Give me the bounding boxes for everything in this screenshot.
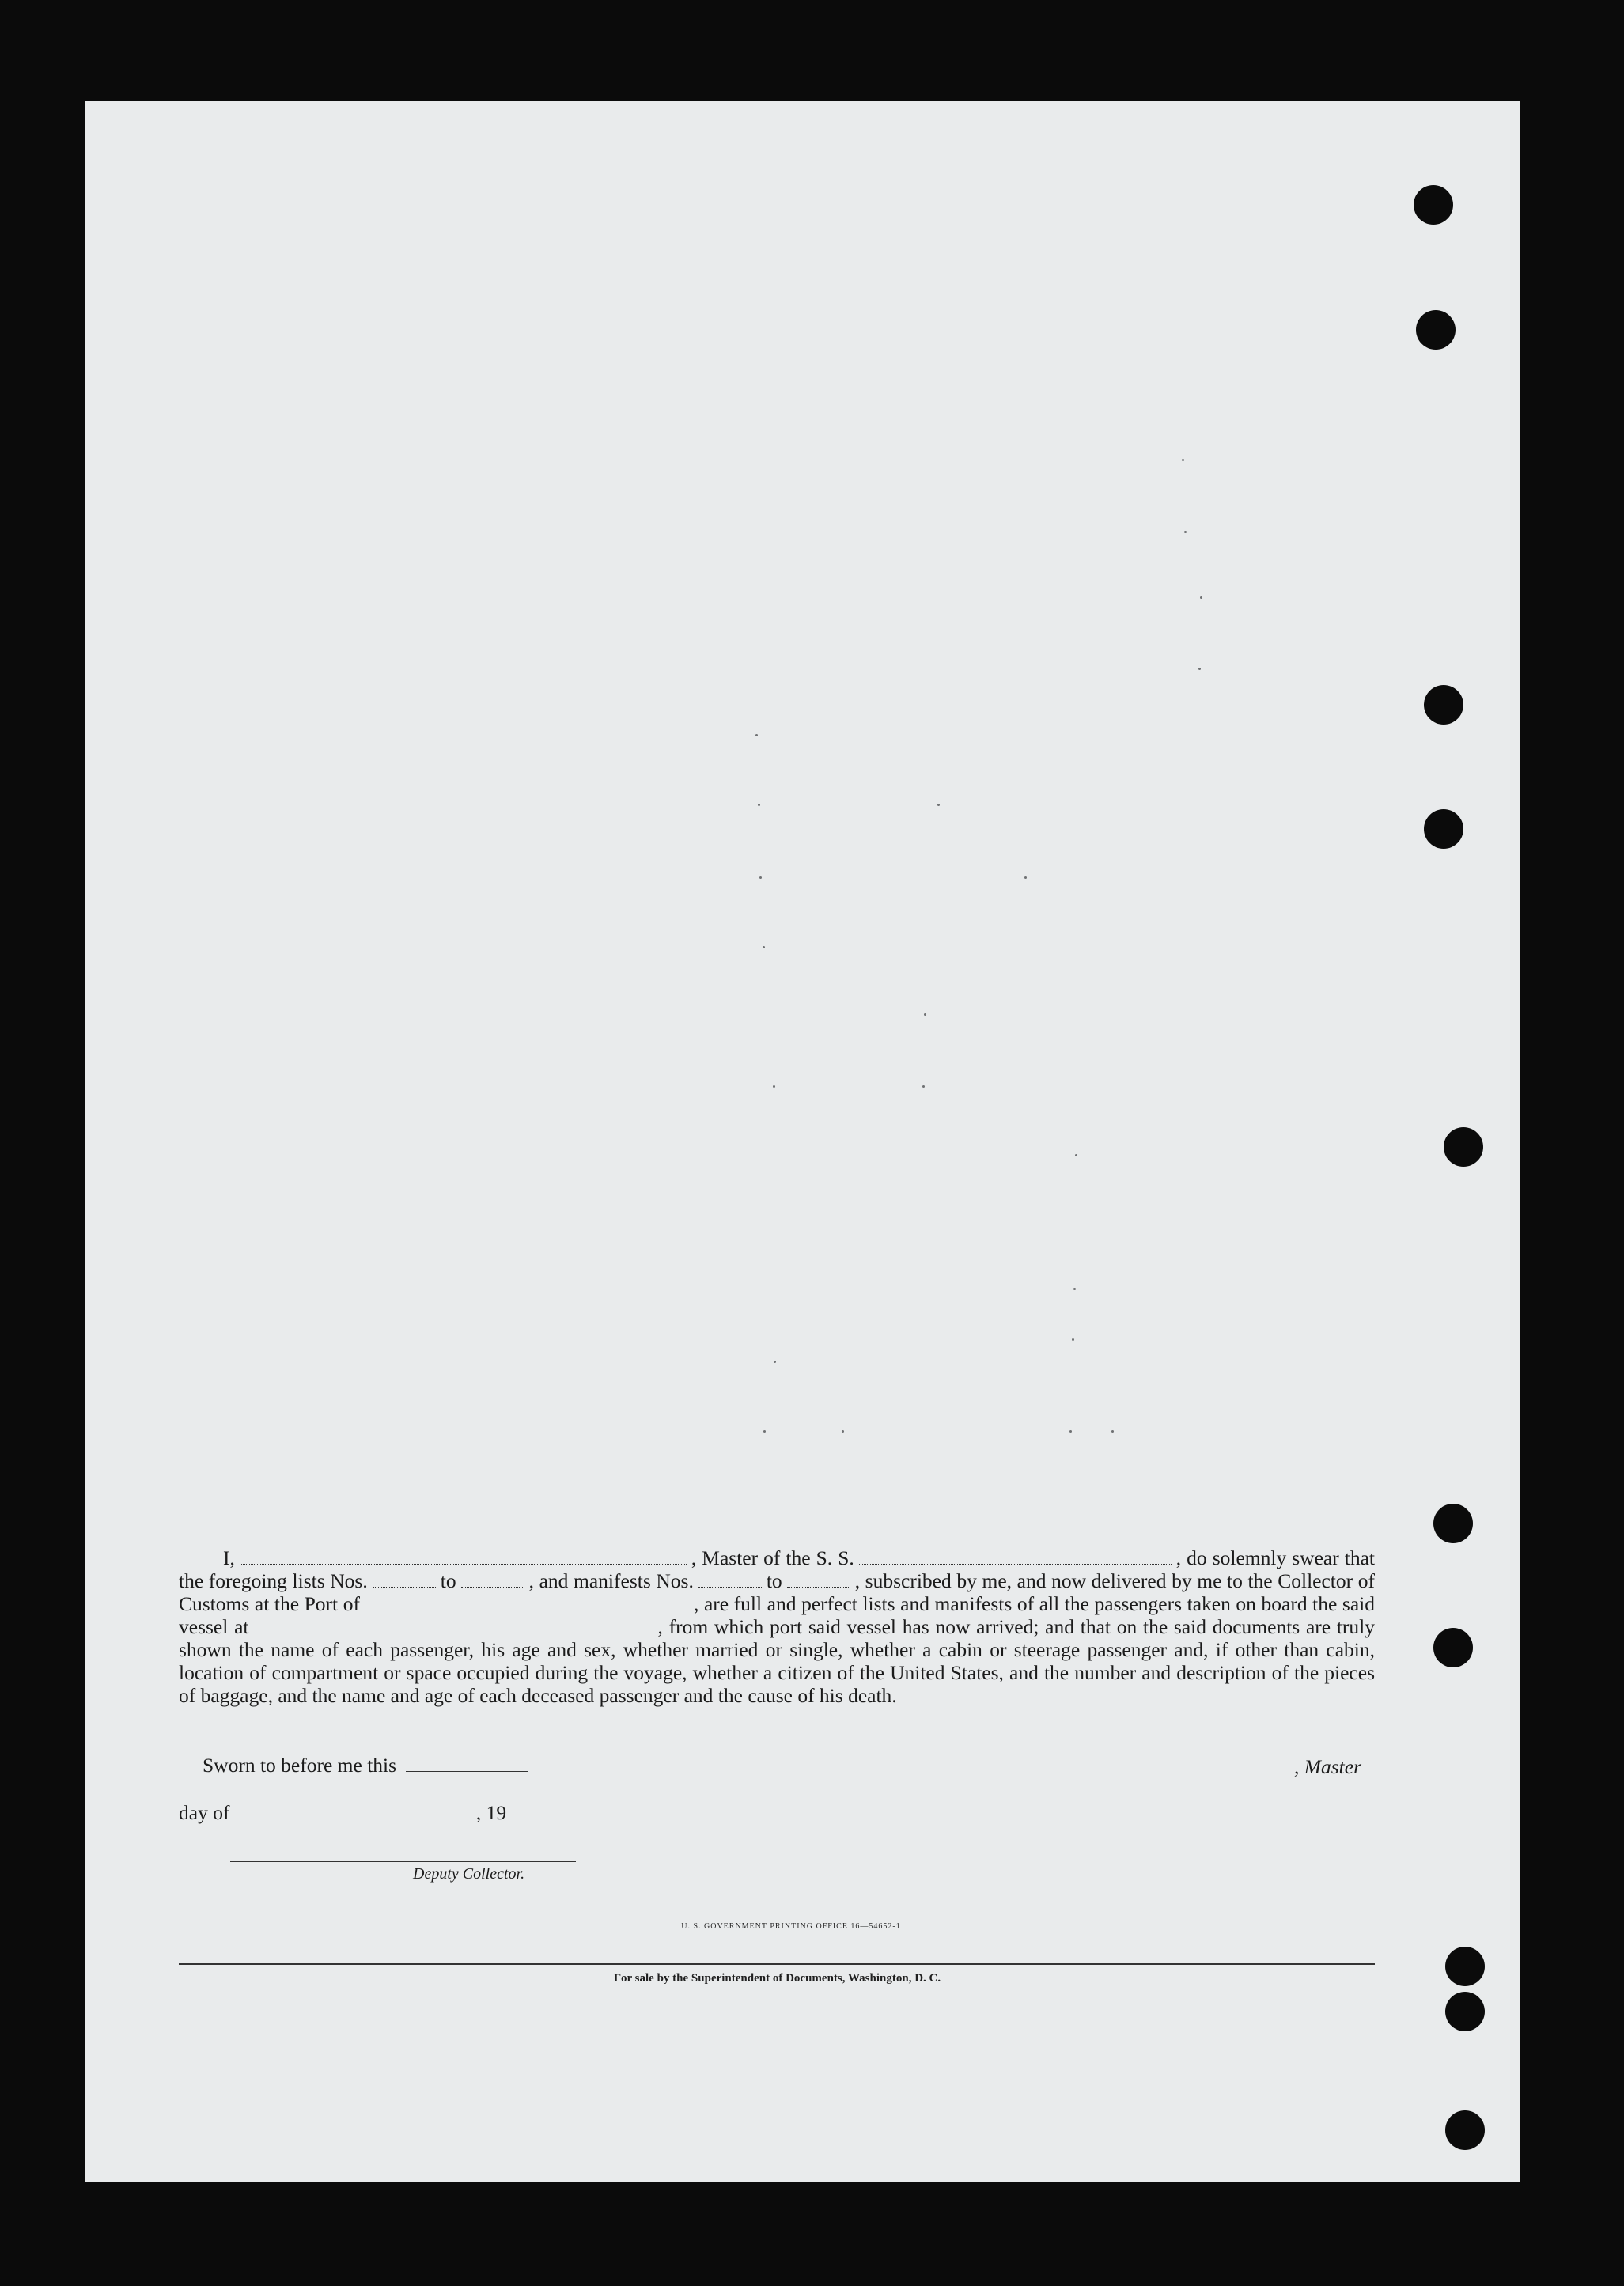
master-label: , Master xyxy=(1294,1755,1361,1778)
speck xyxy=(1075,1154,1077,1156)
speck xyxy=(1111,1430,1114,1433)
sworn-label: Sworn to before me this xyxy=(203,1754,397,1777)
oath-text: , subscribed by me, and now delivered by me to the Collector of Customs at the Port of xyxy=(179,1569,1376,1615)
document-page xyxy=(85,101,1520,2182)
master-signature-line xyxy=(876,1758,1294,1773)
punch-hole xyxy=(1416,310,1456,350)
lists-from-blank xyxy=(373,1573,436,1588)
oath-text: , are full and perfect lists and manifests of all the passengers taken on board the said vessel at xyxy=(179,1592,1375,1638)
sworn-date-blank xyxy=(406,1757,528,1772)
speck xyxy=(758,804,760,806)
speck xyxy=(1069,1430,1072,1433)
day-of-label: day of xyxy=(179,1801,230,1824)
speck xyxy=(1024,876,1027,879)
master-signature-row xyxy=(876,1755,1361,1779)
year-label: , 19 xyxy=(475,1801,507,1824)
ship-name-blank xyxy=(859,1550,1172,1565)
speck xyxy=(924,1013,926,1016)
punch-hole xyxy=(1444,1127,1483,1167)
oath-text: , from which port said vessel has now arrived; and that on the said documents are truly shown the name of each passenger, his age and sex, whether married or single, whether a cabin or steerage passenger and, if other than cabin, location of compartment or space occupied during the voyage, whether a citizen of the United States, and the number and description of the pieces of baggage, and the name and age of each deceased passenger and the cause of his death. xyxy=(179,1615,1375,1707)
speck xyxy=(763,946,765,948)
oath-text: to xyxy=(766,1569,782,1592)
printing-office-line: U. S. GOVERNMENT PRINTING OFFICE 16—54652-1 xyxy=(681,1922,901,1931)
punch-hole xyxy=(1433,1504,1473,1543)
oath-text: , and manifests Nos. xyxy=(528,1569,694,1592)
speck xyxy=(1184,531,1187,533)
oath-text: , do solemnly swear that the foregoing lists Nos. xyxy=(179,1546,1375,1592)
punch-hole xyxy=(1433,1628,1473,1667)
punch-hole xyxy=(1424,685,1463,725)
deputy-label: Deputy Collector. xyxy=(413,1865,525,1883)
speck xyxy=(922,1085,925,1088)
punch-hole xyxy=(1424,809,1463,849)
year-blank xyxy=(506,1804,551,1819)
month-blank xyxy=(235,1804,476,1819)
day-of-row xyxy=(179,1801,551,1825)
speck xyxy=(842,1430,844,1433)
punch-hole xyxy=(1445,1992,1485,2031)
footer-rule xyxy=(179,1963,1375,1965)
speck xyxy=(755,734,758,736)
oath-paragraph xyxy=(179,1546,1375,1707)
punch-hole xyxy=(1445,2110,1485,2150)
speck xyxy=(774,1361,776,1363)
lists-to-blank xyxy=(461,1573,524,1588)
punch-hole xyxy=(1414,185,1453,225)
speck xyxy=(1198,668,1201,670)
manifests-from-blank xyxy=(698,1573,762,1588)
speck xyxy=(937,804,940,806)
speck xyxy=(773,1085,775,1088)
speck xyxy=(1073,1288,1076,1290)
speck xyxy=(1182,459,1184,461)
master-name-blank xyxy=(240,1550,687,1565)
sworn-row xyxy=(203,1754,533,1777)
speck xyxy=(1200,596,1202,599)
deputy-signature-line xyxy=(230,1861,576,1862)
sale-notice: For sale by the Superintendent of Documents, Washington, D. C. xyxy=(613,1972,941,1985)
embark-port-blank xyxy=(253,1618,653,1633)
oath-text: I, xyxy=(223,1546,235,1569)
speck xyxy=(759,876,762,879)
manifests-to-blank xyxy=(787,1573,850,1588)
speck xyxy=(763,1430,766,1433)
port-blank xyxy=(365,1595,689,1610)
speck xyxy=(1072,1338,1074,1341)
oath-text: , Master of the S. S. xyxy=(691,1546,854,1569)
oath-text: to xyxy=(440,1569,456,1592)
